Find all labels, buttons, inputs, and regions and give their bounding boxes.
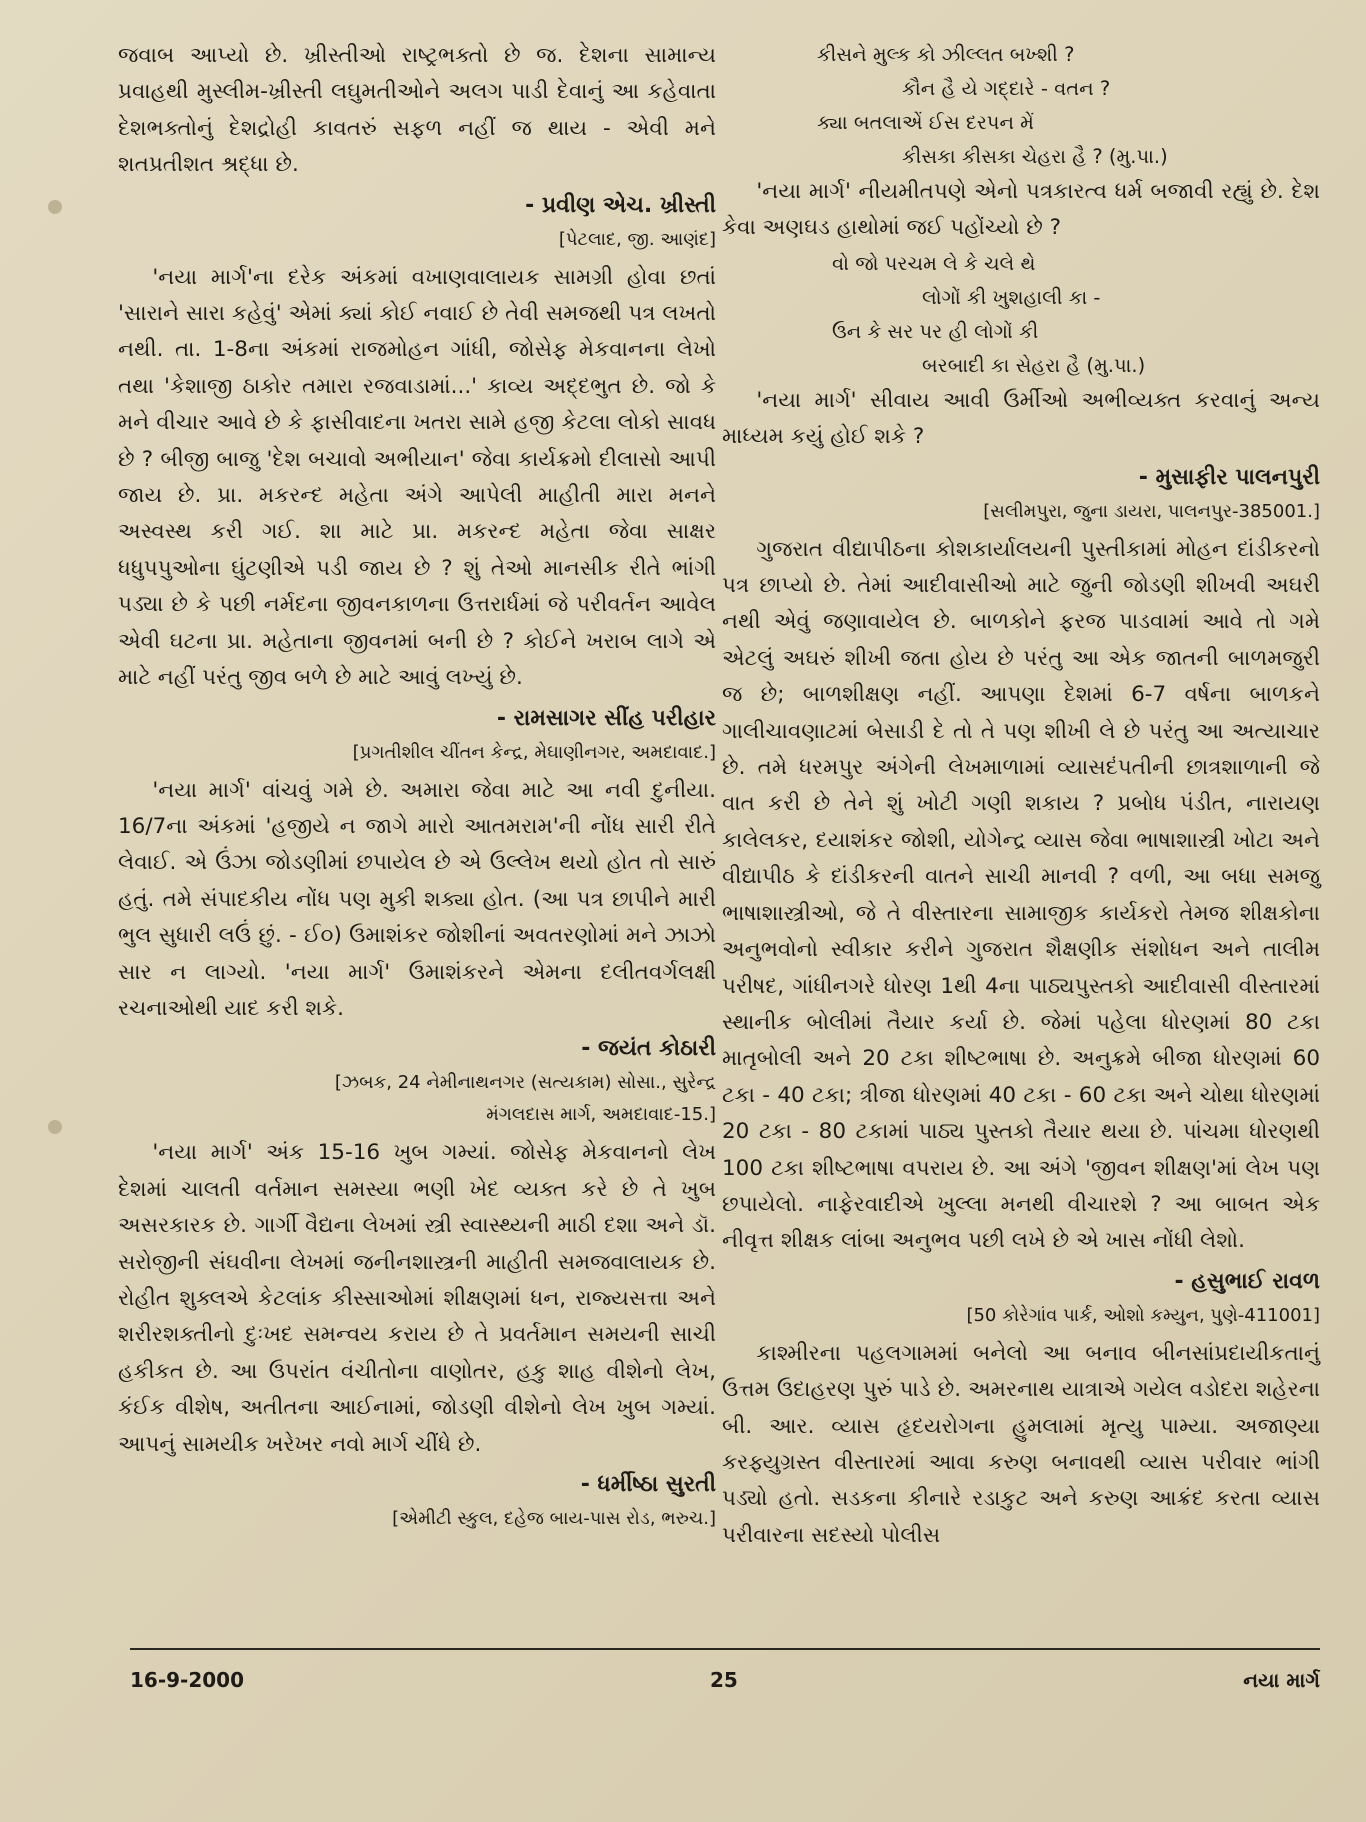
magazine-name: નયા માર્ગ <box>1243 1668 1320 1692</box>
binding-hole <box>48 200 62 214</box>
page-number: 25 <box>710 1668 738 1692</box>
letter-paragraph: 'નયા માર્ગ' વાંચવું ગમે છે. અમારા જેવા માટે આ નવી દુનીયા. 16/7ના અંકમાં 'હજીયે ન જાગે મારો આતમરામ'ની નોંધ સારી રીતે લેવાઈ. એ ઉંઝા જોડણીમાં છપાયેલ છે એ ઉલ્લેખ થયો હોત તો સારું હતું. તમે સંપાદકીય નોંધ પણ મુકી શક્યા હોત. (આ પત્ર છાપીને મારી ભુલ સુધારી લઉં છું. - ઈ૦) ઉમાશંકર જોશીનાં અવતરણોમાં મને ઝાઝો સાર ન લાગ્યો. 'નયા માર્ગ' ઉમાશંકરને એમના દલીતવર્ગલક્ષી રચનાઓથી યાદ કરી શકે. <box>118 777 716 1021</box>
letter-paragraph: કાશ્મીરના પહલગામમાં બનેલો આ બનાવ બીનસાંપ્રદાયીકતાનું ઉત્તમ ઉદાહરણ પુરું પાડે છે. અમરનાથ યાત્રાએ ગયેલ વડોદરા શહેરના બી. આર. વ્યાસ હૃદયરોગના હુમલામાં મૃત્યુ પામ્યા. અજાણ્યા કરફ્યુગ્રસ્ત વીસ્તારમાં આવા કરુણ બનાવથી વ્યાસ પરીવાર ભાંગી પડ્યો હતો. સડકના કીનારે રડાકુટ અને કરુણ આક્રંદ કરતા વ્યાસ પરીવારના સદસ્યો પોલીસ <box>722 1340 1320 1548</box>
letter-signature: - ધર્મીષ્ઠા સુરતી <box>580 1472 716 1497</box>
letter-paragraph: 'નયા માર્ગ' અંક 15-16 ખુબ ગમ્યાં. જોસેફ મેકવાનનો લેખ દેશમાં ચાલતી વર્તમાન સમસ્યા ભણી ખેદ વ્યક્ત કરે છે તે ખુબ અસરકારક છે. ગાર્ગી વૈદ્યના લેખમાં સ્ત્રી સ્વાસ્થ્યની માઠી દશા અને ડૉ. સરોજીની સંઘવીના લેખમાં જનીનશાસ્ત્રની માહીતી સમજવાલાયક છે. રોહીત શુક્લએ કેટલાંક કીસ્સાઓમાં શીક્ષણમાં ધન, રાજ્યસત્તા અને શરીરશક્તીનો દુઃખદ સમન્વય કરાય છે તે પ્રવર્તમાન સમયની સાચી હકીકત છે. આ ઉપરાંત વંચીતોના વાણોતર, હકુ શાહ વીશેનો લેખ, કંઈક વીશેષ, અતીતના આઈનામાં, જોડણી વીશેનો લેખ ખુબ ગમ્યાં. આપનું સામયીક ખરેખર નવો માર્ગ ચીંધે છે. <box>118 1140 716 1457</box>
letter-address: [એમીટી સ્કુલ, દહેજ બાય-પાસ રોડ, ભરુચ.] <box>392 1508 716 1529</box>
poem-line: કીસને મુલ્ક કો ઝીલ્લત બખ્શી ? <box>817 43 1075 66</box>
letter-paragraph: 'નયા માર્ગ'ના દરેક અંકમાં વખાણવાલાયક સામગ્રી હોવા છતાં 'સારાને સારા કહેવું' એમાં ક્યાં કોઈ નવાઈ છે તેવી સમજથી પત્ર લખતો નથી. તા. 1-8ના અંકમાં રાજમોહન ગાંધી, જોસેફ મેકવાનના લેખો તથા 'કેશાજી ઠાકોર તમારા રજવાડામાં...' કાવ્ય અદ્દભુત છે. જો કે મને વીચાર આવે છે કે ફાસીવાદના ખતરા સામે હજી કેટલા લોકો સાવધ છે ? બીજી બાજુ 'દેશ બચાવો અભીયાન' જેવા કાર્યક્રમો દીલાસો આપી જાય છે. પ્રા. મકરન્દ મહેતા અંગે આપેલી માહીતી મારા મનને અસ્વસ્થ કરી ગઈ. શા માટે પ્રા. મકરન્દ મહેતા જેવા સાક્ષર ધધુપપુઓના ઘુંટણીએ પડી જાય છે ? શું તેઓ માનસીક રીતે ભાંગી પડ્યા છે કે પછી નર્મદના જીવનકાળના ઉત્તરાર્ધમાં જે પરીવર્તન આવેલ એવી ઘટના પ્રા. મહેતાના જીવનમાં બની છે ? કોઈને ખરાબ લાગે એ માટે નહીં પરંતુ જીવ બળે છે માટે આવું લખ્યું છે. <box>118 264 716 691</box>
letter-paragraph: 'નયા માર્ગ' નીયમીતપણે એનો પત્રકારત્વ ધર્મ બજાવી રહ્યું છે. દેશ કેવા અણઘડ હાથોમાં જઈ પહોંચ્યો છે ? <box>722 179 1320 241</box>
page-footer <box>130 1648 1320 1700</box>
letter-paragraph: ગુજરાત વીદ્યાપીઠના કોશકાર્યાલયની પુસ્તીકામાં મોહન દાંડીકરનો પત્ર છાપ્યો છે. તેમાં આદીવાસીઓ માટે જુની જોડણી શીખવી અઘરી નથી એવું જણાવાયેલ છે. બાળકોને ફરજ પાડવામાં આવે તો ગમે એટલું અઘરું શીખી જતા હોય છે પરંતુ આ એક જાતની બાળમજુરી જ છે; બાળશીક્ષણ નહીં. આપણા દેશમાં 6-7 વર્ષના બાળકને ગાલીચાવણાટમાં બેસાડી દે તો તે પણ શીખી લે છે પરંતુ આ અત્યાચાર છે. તમે ધરમપુર અંગેની લેખમાળામાં વ્યાસદંપતીની છાત્રશાળાની જે વાત કરી છે તેને શું ખોટી ગણી શકાય ? પ્રબોધ પંડીત, નારાયણ કાલેલકર, દયાશંકર જોશી, યોગેન્દ્ર વ્યાસ જેવા ભાષાશાસ્ત્રી ખોટા અને વીદ્યાપીઠ કે દાંડીકરની વાતને સાચી માનવી ? વળી, આ બધા સમજુ ભાષાશાસ્ત્રીઓ, જે તે વીસ્તારના સામાજીક કાર્યકરો તેમજ શીક્ષકોના અનુભવોનો સ્વીકાર કરીને ગુજરાત શૈક્ષણીક સંશોધન અને તાલીમ પરીષદ, ગાંધીનગરે ધોરણ 1થી 4ના પાઠ્યપુસ્તકો આદીવાસી વીસ્તારમાં સ્થાનીક બોલીમાં તૈયાર કર્યા છે. જેમાં પહેલા ધોરણમાં 80 ટકા માતૃબોલી અને 20 ટકા શીષ્ટભાષા છે. અનુક્રમે બીજા ધોરણમાં 60 ટકા - 40 ટકા; ત્રીજા ધોરણમાં 40 ટકા - 60 ટકા અને ચોથા ધોરણમાં 20 ટકા - 80 ટકામાં પાઠ્ય પુસ્તકો તૈયાર થયા છે. પાંચમા ધોરણથી 100 ટકા શીષ્ટભાષા વપરાય છે. આ અંગે 'જીવન શીક્ષણ'માં લેખ પણ છપાયેલો. નાફેરવાદીએ ખુલ્લા મનથી વીચારશે ? આ બાબત એક નીવૃત્ત શીક્ષક લાંબા અનુભવ પછી લખે છે એ ખાસ નોંધી લેશો. <box>722 536 1320 1254</box>
letter-signature: - મુસાફીર પાલનપુરી <box>1138 464 1320 490</box>
letter-paragraph: જવાબ આપ્યો છે. ખ્રીસ્તીઓ રાષ્ટ્રભક્તો છે જ. દેશના સામાન્ય પ્રવાહથી મુસ્લીમ-ખ્રીસ્તી લઘુમતીઓને અલગ પાડી દેવાનું આ કહેવાતા દેશભક્તોનું દેશદ્રોહી કાવતરું સફળ નહીં જ થાય - એવી મને શતપ્રતીશત શ્રદ્ધા છે. <box>118 43 716 178</box>
letter-address: [પ્રગતીશીલ ચીંતન કેન્દ્ર, મેઘાણીનગર, અમદાવાદ.] <box>352 741 716 763</box>
letter-signature: - પ્રવીણ એચ. ખ્રીસ્તી <box>525 192 716 218</box>
poem-line: કૌન હૈ યે ગદ્દારે - વતન ? <box>902 77 1111 100</box>
letter-address: [ઝબક, 24 નેમીનાથનગર (સત્યકામ) સોસા., સુરેન્દ્ર <box>334 1072 716 1094</box>
binding-hole <box>48 1120 62 1134</box>
issue-date: 16-9-2000 <box>130 1668 245 1692</box>
letter-signature: - હસુભાઈ રાવળ <box>1174 1268 1320 1294</box>
poem-stanza <box>722 247 1320 383</box>
letter-signature: - જયંત કોઠારી <box>581 1036 716 1062</box>
poem-line: વો જો પરચમ લે કે ચલે થે <box>832 251 1036 275</box>
poem-line: કીસકા કીસકા ચેહરા હૈ ? (મુ.પા.) <box>902 145 1168 168</box>
letter-signature: - રામસાગર સીંહ પરીહાર <box>496 705 716 731</box>
left-column <box>118 38 716 1539</box>
letter-address: [પેટલાદ, જી. આણંદ] <box>558 228 716 250</box>
poem-line: બરબાદી કા સેહરા હૈ (મુ.પા.) <box>922 353 1146 377</box>
poem-line: ઉન કે સર પર હી લોગોં કી <box>832 319 1039 343</box>
letter-address: [50 કોરેગાંવ પાર્ક, ઓશો કમ્યુન, પુણે-411001] <box>966 1304 1320 1326</box>
poem-stanza <box>722 38 1320 174</box>
poem-line: લોગોં કી ખુશહાલી કા - <box>922 285 1101 309</box>
letter-address: [સલીમપુરા, જુના ડાયરા, પાલનપુર-385001.] <box>983 500 1320 522</box>
letter-address: મંગલદાસ માર્ગ, અમદાવાદ-15.] <box>486 1104 716 1126</box>
right-column <box>722 38 1320 1554</box>
poem-line: ક્યા બતલાએં ઈસ દરપન મેં <box>817 111 1034 134</box>
letter-paragraph: 'નયા માર્ગ' સીવાય આવી ઉર્મીઓ અભીવ્યક્ત કરવાનું અન્ય માધ્યમ કયું હોઈ શકે ? <box>722 387 1320 450</box>
